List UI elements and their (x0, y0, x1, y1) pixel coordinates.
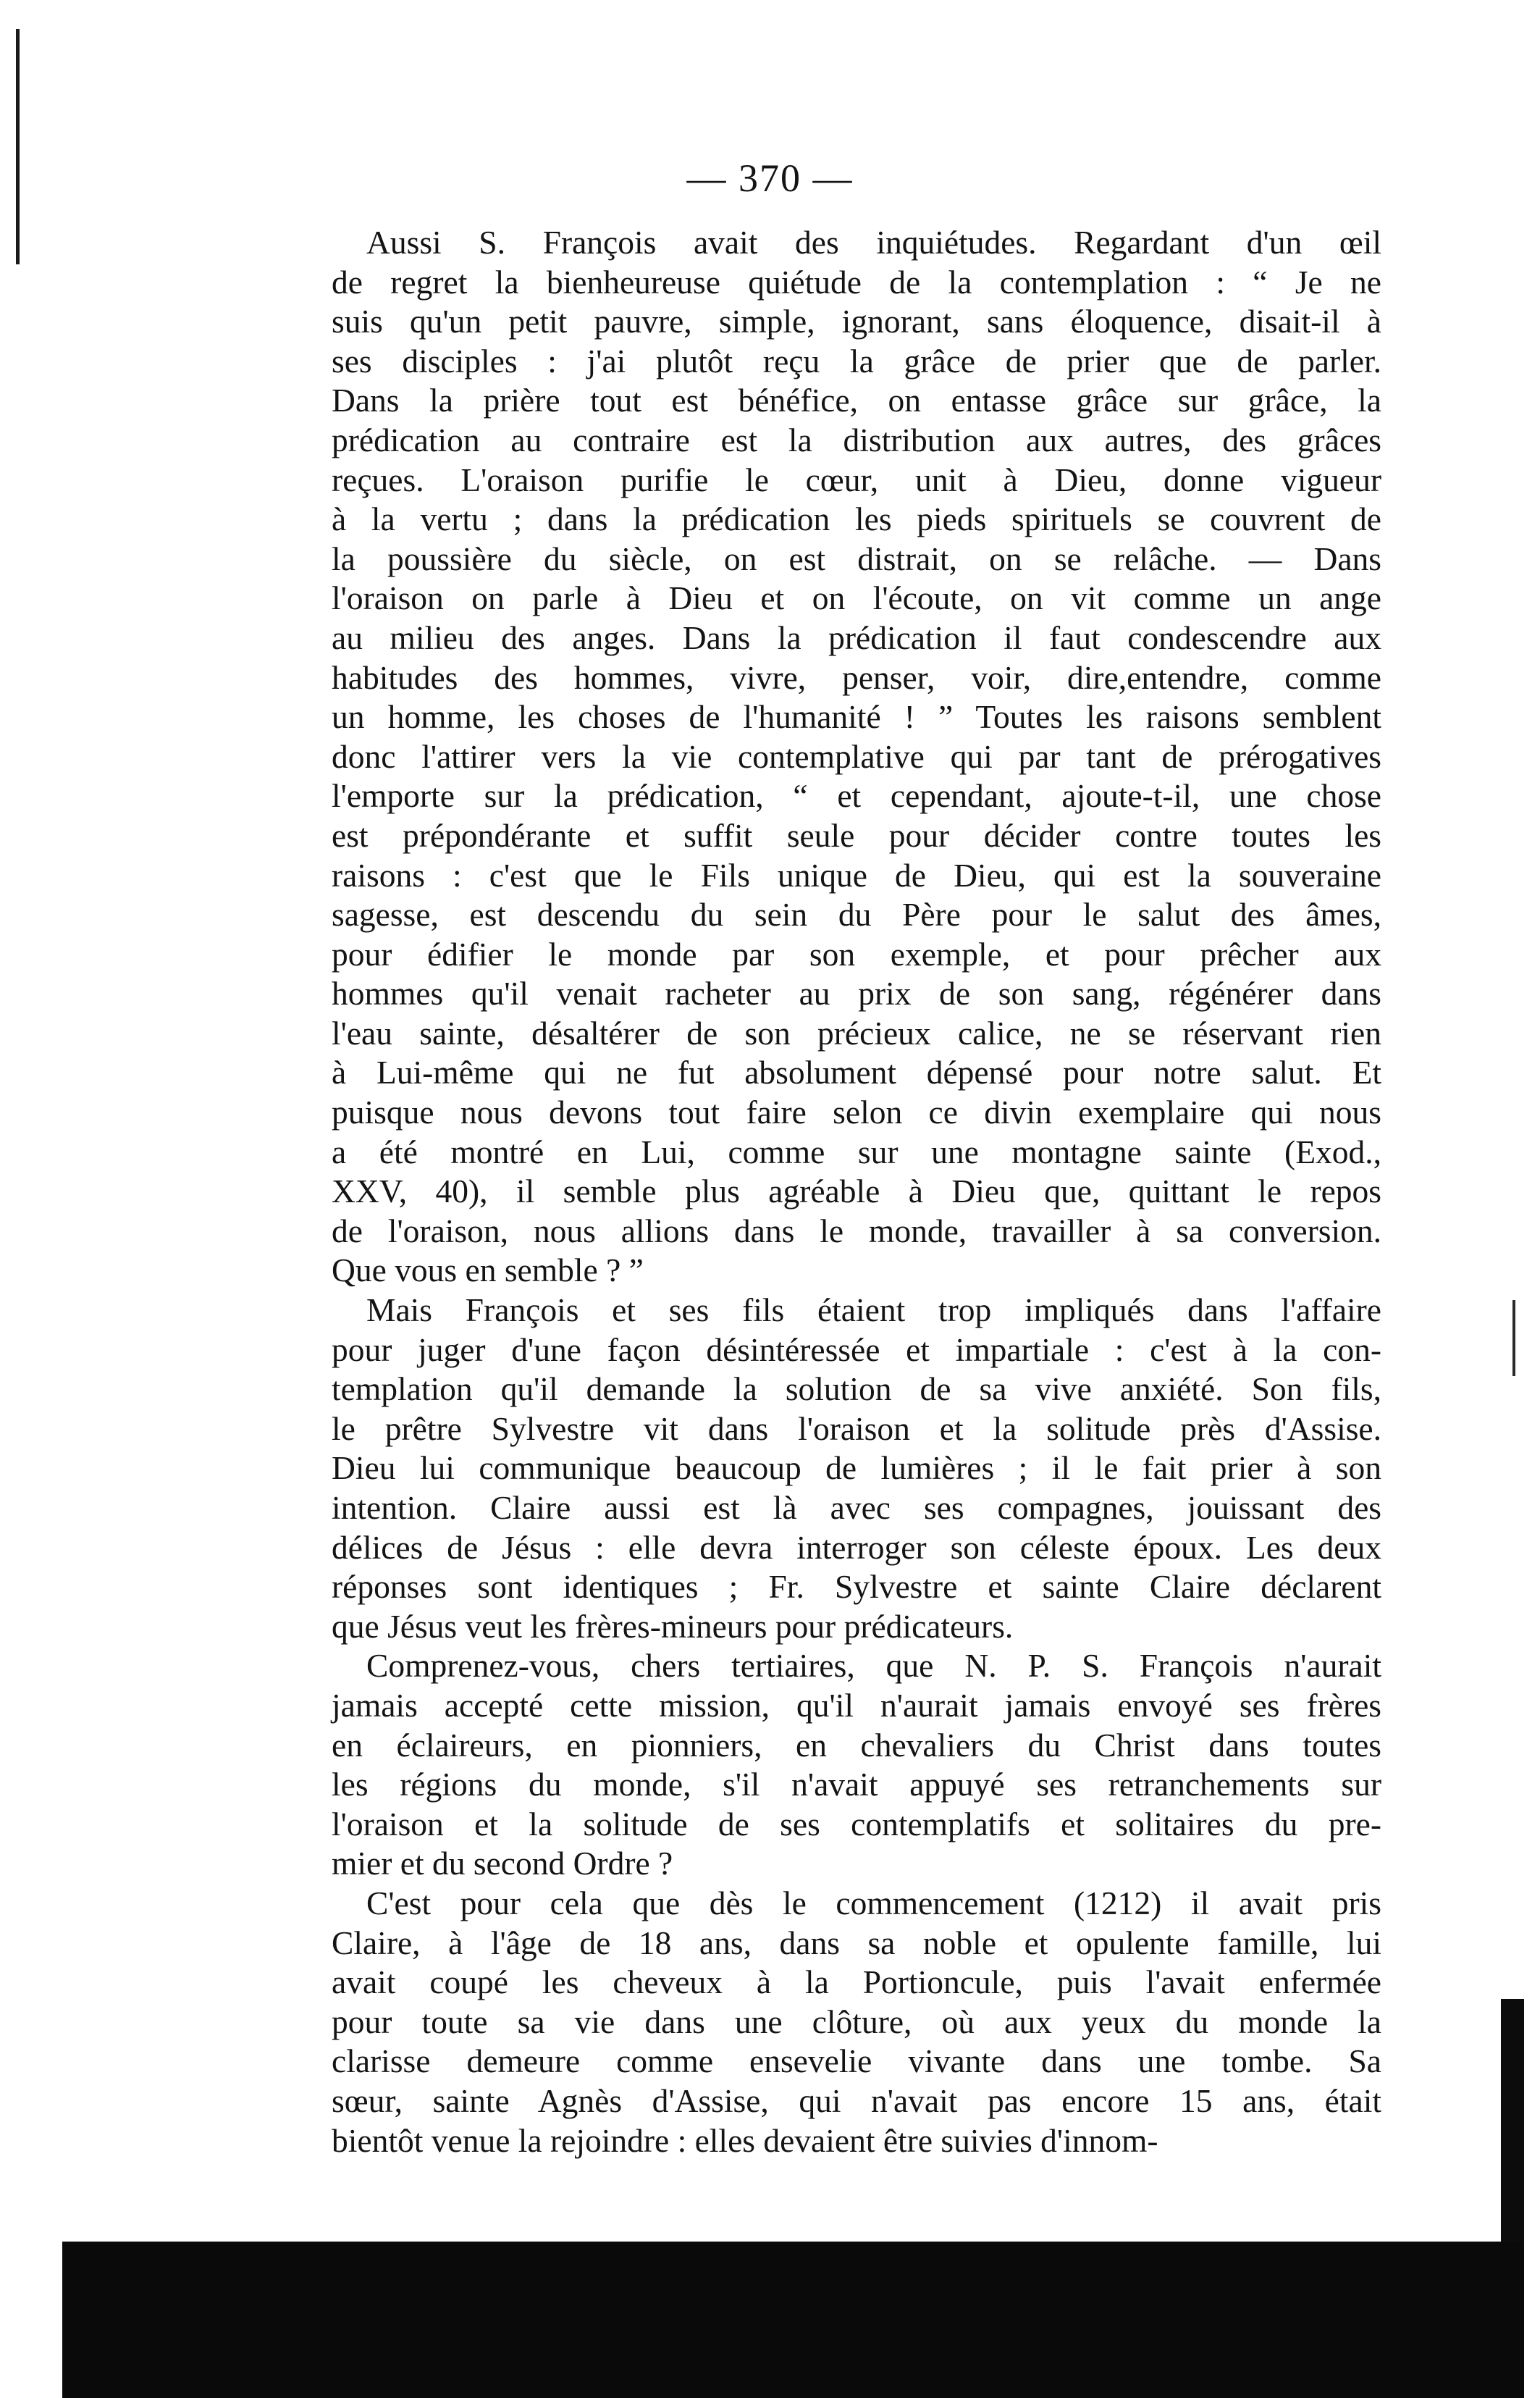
text-line: l'oraison et la solitude de ses contemplatifs et solitaires du pre- (332, 1805, 1381, 1842)
text-line: l'oraison on parle à Dieu et on l'écoute, on vit comme un ange (332, 579, 1381, 617)
text-line: suis qu'un petit pauvre, simple, ignorant, sans éloquence, disait-il à (332, 303, 1381, 340)
text-line: réponses sont identiques ; Fr. Sylvestre et sainte Claire déclarent (332, 1568, 1381, 1606)
scan-edge-left-mark (16, 29, 20, 264)
text-line: jamais accepté cette mission, qu'il n'aurait jamais envoyé ses frères (332, 1686, 1381, 1724)
text-line: reçues. L'oraison purifie le cœur, unit à Dieu, donne vigueur (332, 461, 1381, 498)
text-line: délices de Jésus : elle devra interroger son céleste époux. Les deux (332, 1528, 1381, 1566)
text-line: bientôt venue la rejoindre : elles devaient être suivies d'innom- (332, 2121, 1158, 2159)
text-line: Comprenez-vous, chers tertiaires, que N. P. S. François n'aurait (366, 1647, 1381, 1685)
text-line: Mais François et ses fils étaient trop impliqués dans l'affaire (366, 1291, 1381, 1329)
text-line: à la vertu ; dans la prédication les pieds spirituels se couvrent de (332, 500, 1381, 538)
text-line: de regret la bienheureuse quiétude de la contemplation : “ Je ne (332, 263, 1381, 301)
text-line: que Jésus veut les frères-mineurs pour prédicateurs. (332, 1607, 1014, 1645)
text-line: l'emporte sur la prédication, “ et cependant, ajoute-t-il, une chose (332, 777, 1381, 815)
text-line: pour édifier le monde par son exemple, et pour prêcher aux (332, 935, 1381, 973)
text-line: de l'oraison, nous allions dans le monde, travailler à sa conversion. (332, 1212, 1381, 1249)
text-line: en éclaireurs, en pionniers, en chevaliers du Christ dans toutes (332, 1726, 1381, 1764)
text-line: au milieu des anges. Dans la prédication il faut condescendre aux (332, 619, 1381, 656)
scan-edge-bottom-shadow (62, 2242, 1524, 2398)
text-line: sagesse, est descendu du sein du Père pour le salut des âmes, (332, 896, 1381, 934)
paragraph-2 (332, 1291, 1381, 1646)
text-line: pour juger d'une façon désintéressée et impartiale : c'est à la con- (332, 1330, 1381, 1368)
paragraph-1 (332, 223, 1381, 1291)
text-line: a été montré en Lui, comme sur une montagne sainte (Exod., (332, 1133, 1381, 1170)
text-line: Que vous en semble ? ” (332, 1252, 644, 1289)
text-line: hommes qu'il venait racheter au prix de son sang, régénérer dans (332, 975, 1381, 1013)
text-line: templation qu'il demande la solution de sa vive anxiété. Son fils, (332, 1370, 1381, 1408)
text-line: un homme, les choses de l'humanité ! ” Toutes les raisons semblent (332, 698, 1381, 736)
text-line: raisons : c'est que le Fils unique de Dieu, qui est la souveraine (332, 856, 1381, 894)
text-line: Dans la prière tout est bénéfice, on entasse grâce sur grâce, la (332, 382, 1381, 419)
text-line: le prêtre Sylvestre vit dans l'oraison et la solitude près d'Assise. (332, 1409, 1381, 1447)
text-line: mier et du second Ordre ? (332, 1845, 673, 1882)
body-text (332, 223, 1381, 2160)
paragraph-3 (332, 1646, 1381, 1884)
paragraph-4 (332, 1884, 1381, 2160)
text-line: l'eau sainte, désaltérer de son précieux calice, ne se réservant rien (332, 1014, 1381, 1052)
text-line: pour toute sa vie dans une clôture, où aux yeux du monde la (332, 2003, 1381, 2040)
page-number: — 370 — (686, 156, 854, 200)
text-line: Claire, à l'âge de 18 ans, dans sa noble et opulente famille, lui (332, 1924, 1381, 1961)
text-line: est prépondérante et suffit seule pour décider contre toutes les (332, 816, 1381, 854)
text-line: clarisse demeure comme ensevelie vivante dans une tombe. Sa (332, 2042, 1381, 2080)
text-line: avait coupé les cheveux à la Portioncule, puis l'avait enfermée (332, 1963, 1381, 2001)
text-line: intention. Claire aussi est là avec ses compagnes, jouissant des (332, 1489, 1381, 1526)
text-line: habitudes des hommes, vivre, penser, voir, dire,entendre, comme (332, 658, 1381, 696)
text-line: ses disciples : j'ai plutôt reçu la grâce de prier que de parler. (332, 342, 1381, 380)
text-line: prédication au contraire est la distribution aux autres, des grâces (332, 421, 1381, 458)
text-line: Aussi S. François avait des inquiétudes. Regardant d'un œil (366, 224, 1381, 261)
text-line: sœur, sainte Agnès d'Assise, qui n'avait pas encore 15 ans, était (332, 2082, 1381, 2119)
text-line: à Lui-même qui ne fut absolument dépensé pour notre salut. Et (332, 1054, 1381, 1091)
scan-edge-right-mark (1512, 1300, 1515, 1376)
text-line: C'est pour cela que dès le commencement (1212) il avait pris (366, 1884, 1381, 1921)
text-line: XXV, 40), il semble plus agréable à Dieu que, quittant le repos (332, 1173, 1381, 1210)
text-line: donc l'attirer vers la vie contemplative qui par tant de prérogatives (332, 737, 1381, 775)
text-line: les régions du monde, s'il n'avait appuyé ses retranchements sur (332, 1766, 1381, 1803)
text-line: puisque nous devons tout faire selon ce divin exemplaire qui nous (332, 1094, 1381, 1131)
text-line: Dieu lui communique beaucoup de lumières ; il le fait prier à son (332, 1449, 1381, 1487)
text-line: la poussière du siècle, on est distrait, on se relâche. — Dans (332, 540, 1381, 577)
